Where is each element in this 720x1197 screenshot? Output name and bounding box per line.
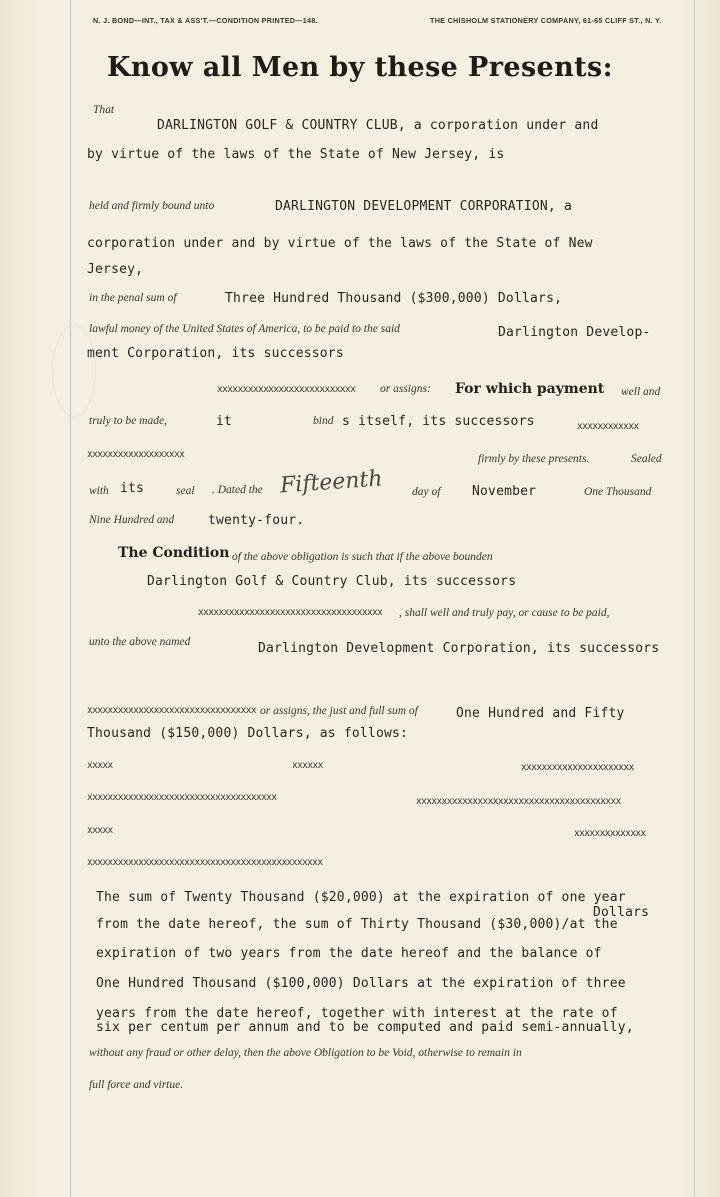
label-bind: bind	[313, 415, 334, 427]
label-shall-pay: , shall well and truly pay, or cause to be paid,	[399, 607, 610, 619]
typed-month: November	[472, 484, 537, 499]
label-just-full-sum: or assigns, the just and full sum of	[260, 705, 418, 717]
terms-line-4: One Hundred Thousand ($100,000) Dollars at the expiration of three	[96, 976, 626, 991]
obligee-line-2: corporation under and by virtue of the laws of the State of New	[87, 236, 593, 251]
label-nine-hundred: Nine Hundred and	[89, 514, 175, 526]
strikeout-c: xxxxxxxxxxxxxxxxxxxxxx	[521, 762, 634, 773]
strikeout-h: xxxxxxxxxxxxxxxxxxxxxxxxxxxxxxxxxxxxxxxxxxxxxx	[87, 857, 323, 868]
label-seal: seal	[176, 485, 195, 497]
obligor-line-1: DARLINGTON GOLF & COUNTRY CLUB, a corporation under and	[157, 118, 599, 133]
label-penal-sum: in the penal sum of	[89, 292, 177, 304]
typed-year: twenty-four.	[208, 513, 305, 528]
strikeout-f: xxxxx	[87, 825, 113, 836]
strikeout-heirs: xxxxxxxxxxxx	[577, 421, 639, 432]
strikeout-g: xxxxxxxxxxxxxx	[574, 828, 646, 839]
terms-dollars-insert: Dollars	[593, 905, 650, 920]
label-firmly-presents: firmly by these presents.	[478, 453, 590, 465]
margin-rule	[70, 0, 71, 1197]
terms-line-6: six per centum per annum and to be computed and paid semi-annually,	[96, 1020, 634, 1035]
label-well-and: well and	[621, 386, 661, 398]
typed-binds-itself: s itself, its successors	[342, 414, 535, 429]
label-unto-above-named: unto the above named	[89, 636, 191, 648]
label-without-fraud: without any fraud or other delay, then the above Obligation to be Void, otherwise to remain in	[89, 1047, 522, 1059]
terms-line-1: The sum of Twenty Thousand ($20,000) at the expiration of one year	[96, 890, 626, 905]
label-lawful-money: lawful money of the United States of America, to be paid to the said	[89, 323, 400, 335]
paid-to-line-1: Darlington Develop-	[498, 325, 651, 340]
label-held-bound: held and firmly bound unto	[89, 200, 215, 212]
label-or-assigns: or assigns:	[380, 383, 431, 395]
form-header-left: N. J. BOND—INT., TAX & ASS'T.—CONDITION PRINTED—148.	[93, 16, 318, 25]
typed-its: its	[120, 481, 145, 496]
strikeout-administrators: xxxxxxxxxxxxxxxxxxx	[87, 449, 185, 460]
terms-line-3: expiration of two years from the date hereof and the balance of	[96, 946, 602, 961]
strikeout-heirs-2: xxxxxxxxxxxxxxxxxxxxxxxxxxxxxxxxx	[87, 705, 256, 716]
strikeout-e: xxxxxxxxxxxxxxxxxxxxxxxxxxxxxxxxxxxxxxxx	[416, 796, 621, 807]
label-that: That	[93, 104, 115, 116]
strikeout-executors: xxxxxxxxxxxxxxxxxxxxxxxxxxx	[217, 384, 356, 395]
label-day-of: day of	[412, 486, 441, 498]
label-with: with	[89, 485, 109, 497]
label-dated-the: . Dated the	[212, 484, 263, 496]
label-sealed: Sealed	[631, 453, 662, 465]
obligee-line-1: DARLINGTON DEVELOPMENT CORPORATION, a	[275, 199, 572, 214]
strikeout-a: xxxxx	[87, 760, 113, 771]
strikeout-d: xxxxxxxxxxxxxxxxxxxxxxxxxxxxxxxxxxxxx	[87, 792, 277, 803]
typed-above-named-party: Darlington Development Corporation, its successors	[258, 641, 660, 656]
label-truly-made: truly to be made,	[89, 415, 167, 427]
terms-line-2: from the date hereof, the sum of Thirty Thousand ($30,000)/at the	[96, 917, 618, 932]
label-full-force: full force and virtue.	[89, 1079, 184, 1091]
right-rule	[694, 0, 695, 1197]
typed-sum-line-2: Thousand ($150,000) Dollars, as follows:	[87, 726, 409, 741]
obligee-line-3: Jersey,	[87, 262, 144, 277]
penal-sum-value: Three Hundred Thousand ($300,000) Dollars,	[225, 291, 563, 306]
typed-it: it	[216, 414, 233, 429]
obligor-line-2: by virtue of the laws of the State of New Jersey, is	[87, 147, 505, 162]
typed-bounden-party: Darlington Golf & Country Club, its successors	[147, 574, 517, 589]
strikeout-b: xxxxxx	[292, 760, 323, 771]
terms-line-5: years from the date hereof, together with interest at the rate of	[96, 1006, 618, 1021]
label-the-condition: The Condition	[118, 545, 230, 561]
strikeout-executors-2: xxxxxxxxxxxxxxxxxxxxxxxxxxxxxxxxxxxx	[198, 607, 383, 618]
label-one-thousand: One Thousand	[584, 486, 652, 498]
form-header-right: THE CHISHOLM STATIONERY COMPANY, 61-65 CLIFF ST., N. Y.	[430, 16, 662, 25]
typed-sum-line-1: One Hundred and Fifty	[456, 706, 625, 721]
handwritten-day: Fifteenth	[279, 466, 384, 499]
label-condition-text: of the above obligation is such that if the above bounden	[232, 551, 493, 563]
faded-seal-mark	[52, 325, 96, 417]
document-title: Know all Men by these Presents:	[106, 52, 614, 83]
label-for-which-payment: For which payment	[455, 381, 605, 397]
paid-to-line-2: ment Corporation, its successors	[87, 346, 344, 361]
